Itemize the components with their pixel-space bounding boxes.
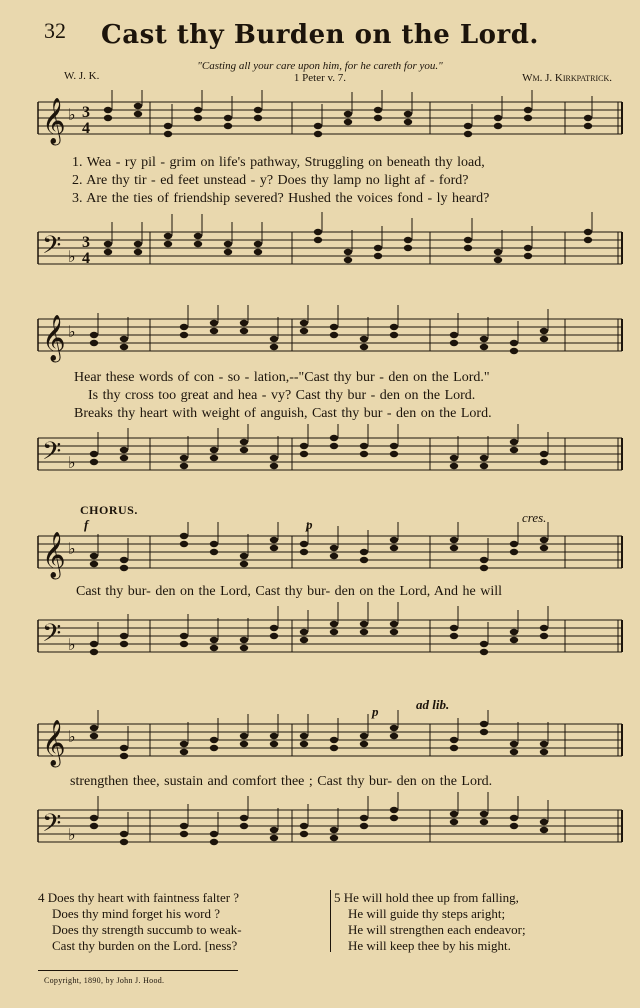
svg-text:♭: ♭ — [68, 825, 76, 844]
epigraph: "Casting all your care upon him, for he careth for you." — [197, 60, 443, 72]
verse-4-line-1: 4 Does thy heart with faintness falter ? — [38, 890, 240, 905]
svg-text:𝄢: 𝄢 — [42, 809, 62, 844]
verse-divider — [330, 890, 331, 952]
dynamic-forte: f — [84, 517, 89, 532]
verse-5-line-1: 5 He will hold thee up from falling, — [334, 890, 519, 905]
svg-text:3: 3 — [82, 234, 90, 251]
chorus-label: CHORUS. — [80, 503, 138, 517]
dynamic-piano-2: p — [372, 704, 379, 719]
svg-text:𝄞: 𝄞 — [42, 532, 66, 578]
svg-text:𝄢: 𝄢 — [42, 619, 62, 654]
svg-text:♭: ♭ — [68, 727, 76, 746]
verse-2-line-2: Is thy cross too great and hea - vy? Cast thy bur - den on the Lord. — [88, 388, 476, 403]
verse-4-line-4: Cast thy burden on the Lord. [ness? — [52, 938, 238, 953]
footer-rule — [38, 970, 238, 971]
treble-staff-3 — [0, 522, 640, 592]
ad-lib-mark: ad lib. — [416, 697, 450, 712]
dynamic-piano-1: p — [306, 517, 313, 532]
verse-4-line-2: Does thy mind forget his word ? — [52, 906, 221, 921]
svg-text:𝄢: 𝄢 — [42, 437, 62, 472]
verse-3-line-1: 3. Are the ties of friendship severed? Hushed the voices fond - ly heard? — [72, 191, 490, 206]
treble-staff-4 — [0, 710, 640, 780]
bass-staff-3 — [0, 602, 640, 672]
svg-text:𝄞: 𝄞 — [42, 98, 66, 144]
dynamic-crescendo: cres. — [522, 510, 547, 525]
verse-4-line-3: Does thy strength succumb to weak- — [52, 922, 242, 937]
page-number: 32 — [44, 18, 66, 43]
treble-staff-2 — [0, 305, 640, 375]
svg-text:4: 4 — [82, 250, 90, 267]
bass-staff-4 — [0, 792, 640, 872]
bass-staff-2 — [0, 424, 640, 494]
svg-text:♭: ♭ — [68, 539, 76, 558]
svg-text:♭: ♭ — [68, 247, 76, 266]
svg-text:♭: ♭ — [68, 635, 76, 654]
hymn-title: Cast thy Burden on the Lord. — [101, 20, 539, 50]
verse-5 — [334, 890, 526, 954]
verse-4 — [38, 890, 242, 954]
verse-1-line-1: 1. Wea - ry pil - grim on life's pathway, Struggling on beneath thy load, — [72, 155, 485, 170]
verse-5-line-4: He will keep thee by his might. — [348, 938, 511, 953]
svg-text:𝄞: 𝄞 — [42, 315, 66, 361]
svg-text:♭: ♭ — [68, 105, 76, 124]
svg-text:3: 3 — [82, 104, 90, 121]
verse-5-line-2: He will guide thy steps aright; — [348, 906, 506, 921]
scripture-reference: 1 Peter v. 7. — [293, 72, 347, 84]
verse-5-line-3: He will strengthen each endeavor; — [348, 922, 526, 937]
lyricist: W. J. K. — [64, 70, 100, 82]
composer: Wm. J. Kirkpatrick. — [522, 72, 612, 84]
chorus-line-1: Cast thy bur- den on the Lord, Cast thy bur- den on the Lord, And he will — [76, 584, 503, 599]
chorus-line-2: strengthen thee, sustain and comfort thee ; Cast thy bur- den on the Lord. — [70, 774, 493, 789]
verse-3-line-2: Breaks thy heart with weight of anguish, Cast thy bur - den on the Lord. — [74, 406, 492, 421]
svg-text:𝄞: 𝄞 — [42, 720, 66, 766]
verse-1-line-2: Hear these words of con - so - lation,--"Cast thy bur - den on the Lord." — [74, 370, 490, 385]
svg-text:4: 4 — [82, 120, 90, 137]
svg-text:♭: ♭ — [68, 453, 76, 472]
verse-2-line-1: 2. Are thy tir - ed feet unstead - y? Does thy lamp no light af - ford? — [72, 173, 469, 188]
svg-text:♭: ♭ — [68, 322, 76, 341]
copyright: Copyright, 1890, by John J. Hood. — [44, 976, 165, 985]
bass-staff-1 — [0, 212, 640, 282]
svg-text:𝄢: 𝄢 — [42, 231, 62, 266]
